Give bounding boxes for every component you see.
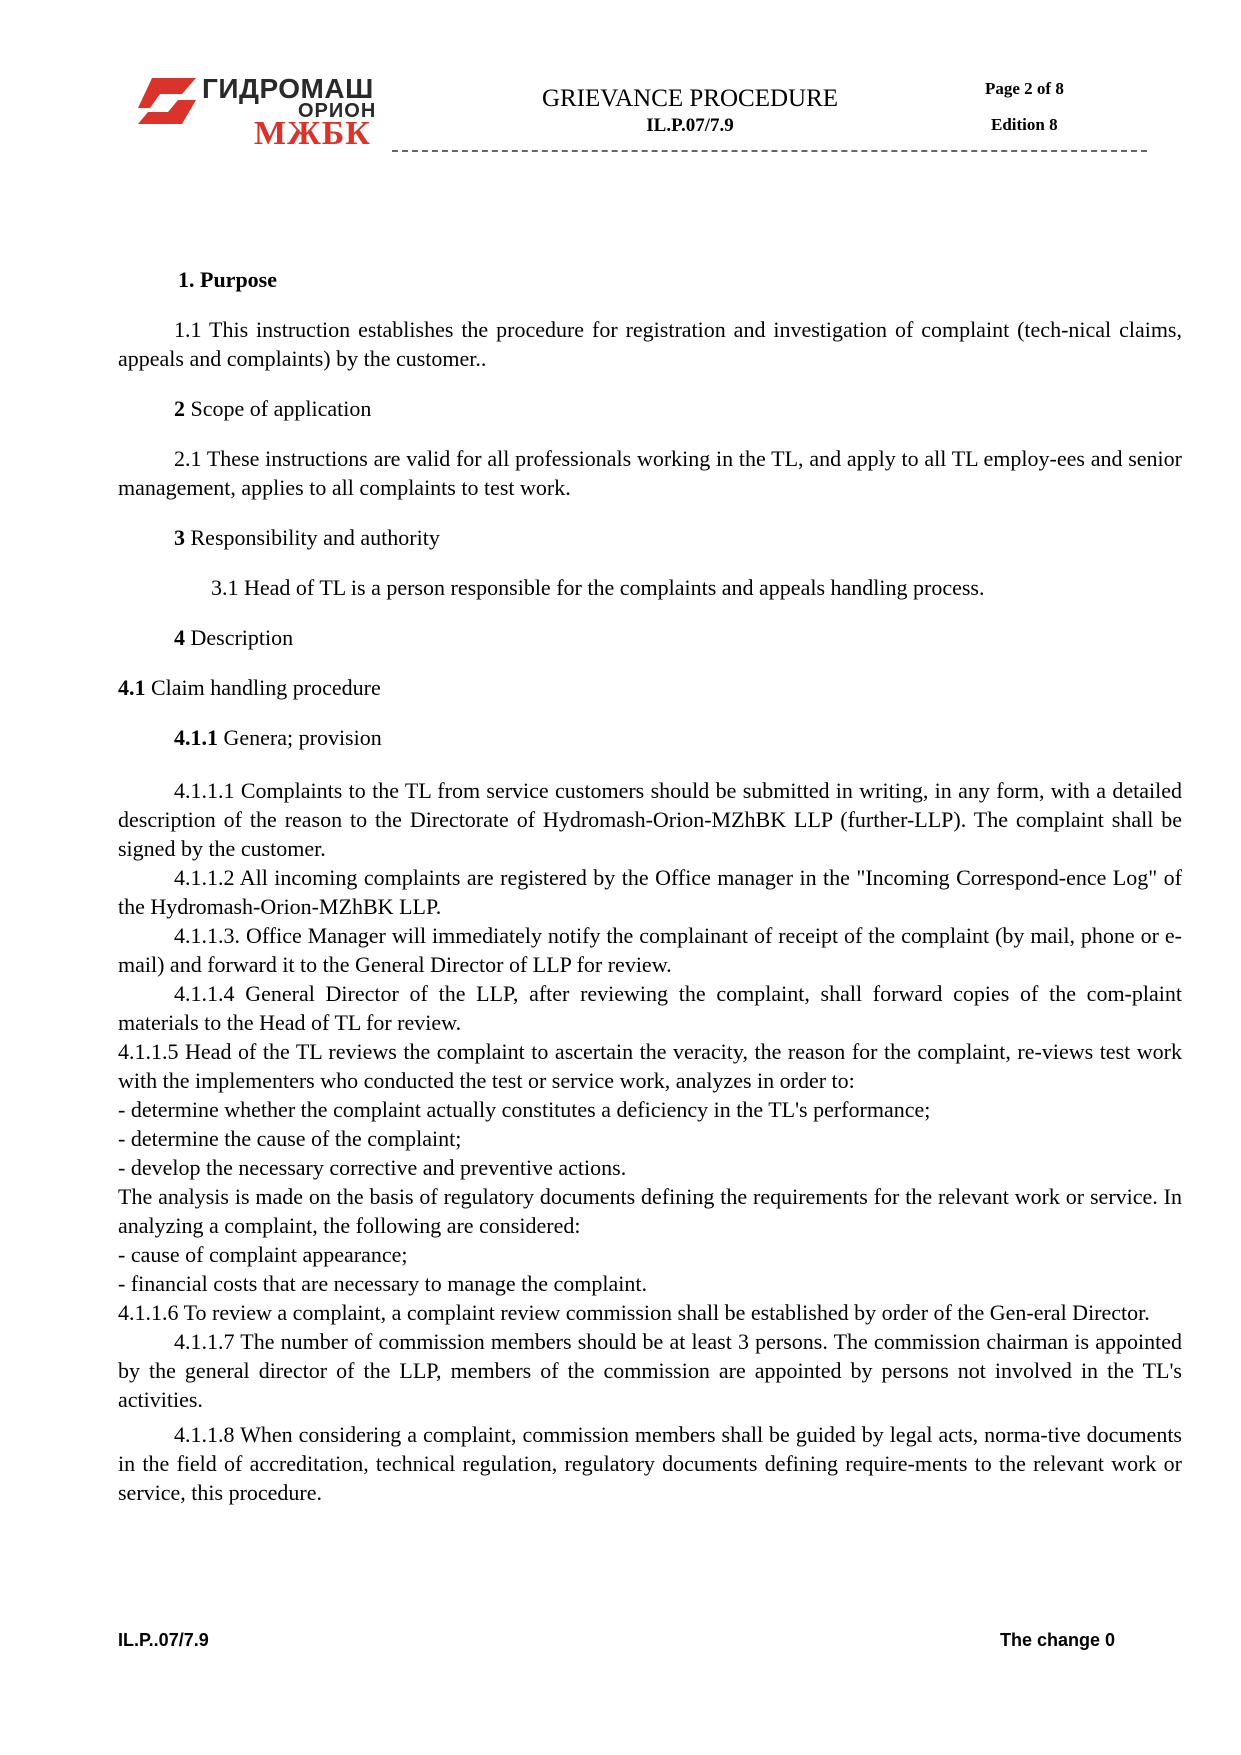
section-heading-scope: 2 Scope of application: [174, 396, 372, 421]
paragraph-4-1-1-7: 4.1.1.7 The number of commission members should be at least 3 persons. The commission chairman is appointed by the general director of the LLP, members of the commission are appointed by persons not involved in the TL's activities.: [118, 1329, 1182, 1412]
list-item: - financial costs that are necessary to manage the complaint.: [118, 1271, 648, 1296]
edition-label: Edition 8: [991, 115, 1058, 134]
paragraph-4-1-1-4: 4.1.1.4 General Director of the LLP, after reviewing the complaint, shall forward copies of the com-plaint materials to the Head of TL for review.: [118, 981, 1182, 1035]
paragraph-4-1-1-2: 4.1.1.2 All incoming complaints are registered by the Office manager in the "Incoming Correspond-ence Log" of the Hydromash-Orion-MZhBK LLP.: [118, 865, 1182, 919]
section-heading-responsibility: 3 Responsibility and authority: [174, 525, 440, 550]
section-heading-description: 4 Description: [174, 625, 294, 650]
list-item: - determine whether the complaint actually constitutes a deficiency in the TL's performance;: [118, 1097, 931, 1122]
header-divider: [392, 150, 1147, 152]
list-item: - determine the cause of the complaint;: [118, 1126, 462, 1151]
subsection-heading-4-1-1: 4.1.1 Genera; provision: [174, 725, 382, 750]
list-item: - develop the necessary corrective and preventive actions.: [118, 1155, 627, 1180]
paragraph-4-1-1-5: 4.1.1.5 Head of the TL reviews the complaint to ascertain the veracity, the reason for the complaint, re-views test work with the implementers who conducted the test or service work, analyzes in order to:: [118, 1039, 1182, 1093]
paragraph-4-1-1-6: 4.1.1.6 To review a complaint, a complaint review commission shall be established by order of the Gen-eral Director.: [118, 1300, 1150, 1325]
footer-change-number: The change 0: [1000, 1630, 1116, 1650]
paragraph-4-1-1-8: 4.1.1.8 When considering a complaint, commission members shall be guided by legal acts, norma-tive documents in the field of accreditation, technical regulation, regulatory documents defining require-ments to the relevant work or service, this procedure.: [118, 1422, 1182, 1505]
paragraph-3-1: 3.1 Head of TL is a person responsible for the complaints and appeals handling process.: [211, 575, 985, 600]
logo-text-line1: ГИДРОМАШ: [202, 73, 374, 104]
document-body: [118, 265, 1182, 1507]
logo-mark-icon: [138, 78, 196, 124]
company-logo: [138, 74, 378, 150]
section-heading-purpose: 1. Purpose: [178, 267, 277, 292]
logo-text-line3: МЖБК: [254, 115, 371, 152]
subsection-heading-4-1: 4.1 Claim handling procedure: [118, 675, 381, 700]
paragraph-2-1: 2.1 These instructions are valid for all professionals working in the TL, and apply to all TL employ-ees and senior management, applies to all complaints to test work.: [118, 446, 1182, 500]
paragraph-4-1-1-3: 4.1.1.3. Office Manager will immediately notify the complainant of receipt of the complaint (by mail, phone or e-mail) and forward it to the General Director of LLP for review.: [118, 923, 1182, 977]
paragraph-1-1: 1.1 This instruction establishes the procedure for registration and investigation of complaint (tech-nical claims, appeals and complaints) by the customer..: [118, 317, 1182, 371]
document-title: GRIEVANCE PROCEDURE: [541, 85, 839, 112]
logo-text-line2: ОРИОН: [298, 100, 377, 122]
list-item: - cause of complaint appearance;: [118, 1242, 408, 1267]
paragraph-analysis: The analysis is made on the basis of regulatory documents defining the requirements for the relevant work or service. In analyzing a complaint, the following are considered:: [118, 1184, 1182, 1238]
footer-document-code: IL.P..07/7.9: [118, 1630, 209, 1650]
paragraph-4-1-1-1: 4.1.1.1 Complaints to the TL from service customers should be submitted in writing, in any form, with a detailed description of the reason to the Directorate of Hydromash-Orion-MZhBK LLP (further-LLP). The complaint shall be signed by the customer.: [118, 778, 1182, 861]
page-number: Page 2 of 8: [985, 79, 1064, 98]
document-code: IL.P.07/7.9: [646, 115, 734, 136]
